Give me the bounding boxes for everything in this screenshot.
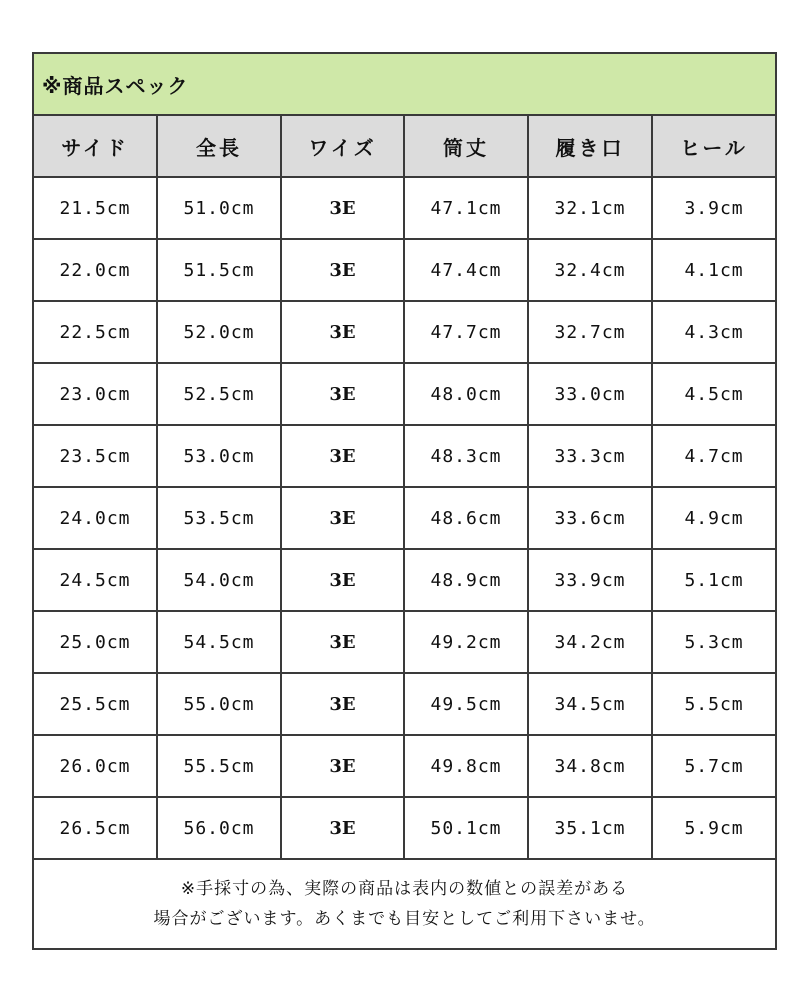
total-length-cell: 55.0cm [157,673,281,735]
opening-cell: 34.8cm [528,735,652,797]
spec-table [32,52,777,950]
table-row [33,363,776,425]
width-cell: 3E [281,487,404,549]
opening-cell: 33.3cm [528,425,652,487]
total-length-cell: 52.5cm [157,363,281,425]
header-row [33,115,776,177]
total-length-cell: 56.0cm [157,797,281,859]
shaft-height-cell: 48.0cm [404,363,528,425]
width-cell: 3E [281,797,404,859]
width-cell: 3E [281,239,404,301]
total-length-cell: 54.0cm [157,549,281,611]
shaft-height-cell: 49.2cm [404,611,528,673]
heel-cell: 4.9cm [652,487,776,549]
total-length-cell: 53.5cm [157,487,281,549]
size-cell: 26.0cm [33,735,157,797]
total-length-cell: 52.0cm [157,301,281,363]
column-header-heel: ヒール [652,115,776,177]
column-header-opening: 履き口 [528,115,652,177]
size-cell: 25.0cm [33,611,157,673]
heel-cell: 4.1cm [652,239,776,301]
width-cell: 3E [281,735,404,797]
column-header-side: サイド [33,115,157,177]
table-row [33,549,776,611]
size-cell: 21.5cm [33,177,157,239]
table-row [33,239,776,301]
shaft-height-cell: 49.8cm [404,735,528,797]
total-length-cell: 53.0cm [157,425,281,487]
shaft-height-cell: 49.5cm [404,673,528,735]
total-length-cell: 51.5cm [157,239,281,301]
opening-cell: 32.4cm [528,239,652,301]
opening-cell: 32.1cm [528,177,652,239]
width-cell: 3E [281,177,404,239]
note-row [33,859,776,949]
shaft-height-cell: 50.1cm [404,797,528,859]
shaft-height-cell: 47.1cm [404,177,528,239]
opening-cell: 35.1cm [528,797,652,859]
size-cell: 24.5cm [33,549,157,611]
shaft-height-cell: 47.4cm [404,239,528,301]
table-title: ※商品スペック [33,53,776,115]
opening-cell: 33.6cm [528,487,652,549]
shaft-height-cell: 48.9cm [404,549,528,611]
shaft-height-cell: 48.3cm [404,425,528,487]
heel-cell: 3.9cm [652,177,776,239]
column-header-total-length: 全長 [157,115,281,177]
opening-cell: 32.7cm [528,301,652,363]
width-cell: 3E [281,425,404,487]
width-cell: 3E [281,363,404,425]
table-row [33,797,776,859]
opening-cell: 33.9cm [528,549,652,611]
heel-cell: 4.7cm [652,425,776,487]
opening-cell: 34.5cm [528,673,652,735]
heel-cell: 5.5cm [652,673,776,735]
heel-cell: 4.3cm [652,301,776,363]
opening-cell: 33.0cm [528,363,652,425]
table-row [33,177,776,239]
table-row [33,673,776,735]
size-cell: 23.0cm [33,363,157,425]
column-header-width: ワイズ [281,115,404,177]
total-length-cell: 51.0cm [157,177,281,239]
heel-cell: 5.7cm [652,735,776,797]
size-cell: 26.5cm [33,797,157,859]
table-row [33,425,776,487]
size-cell: 25.5cm [33,673,157,735]
width-cell: 3E [281,549,404,611]
note-line-1: ※手採寸の為、実際の商品は表内の数値との誤差がある [180,879,629,899]
table-row [33,611,776,673]
shaft-height-cell: 48.6cm [404,487,528,549]
title-row [33,53,776,115]
width-cell: 3E [281,301,404,363]
heel-cell: 5.1cm [652,549,776,611]
table-row [33,735,776,797]
heel-cell: 5.3cm [652,611,776,673]
total-length-cell: 55.5cm [157,735,281,797]
table-row [33,487,776,549]
table-row [33,301,776,363]
opening-cell: 34.2cm [528,611,652,673]
heel-cell: 5.9cm [652,797,776,859]
size-cell: 22.5cm [33,301,157,363]
heel-cell: 4.5cm [652,363,776,425]
width-cell: 3E [281,611,404,673]
width-cell: 3E [281,673,404,735]
note-cell [33,859,776,949]
shaft-height-cell: 47.7cm [404,301,528,363]
size-cell: 24.0cm [33,487,157,549]
size-cell: 23.5cm [33,425,157,487]
size-cell: 22.0cm [33,239,157,301]
column-header-shaft-height: 筒丈 [404,115,528,177]
total-length-cell: 54.5cm [157,611,281,673]
note-line-2: 場合がございます。あくまでも目安としてご利用下さいませ。 [153,909,656,929]
